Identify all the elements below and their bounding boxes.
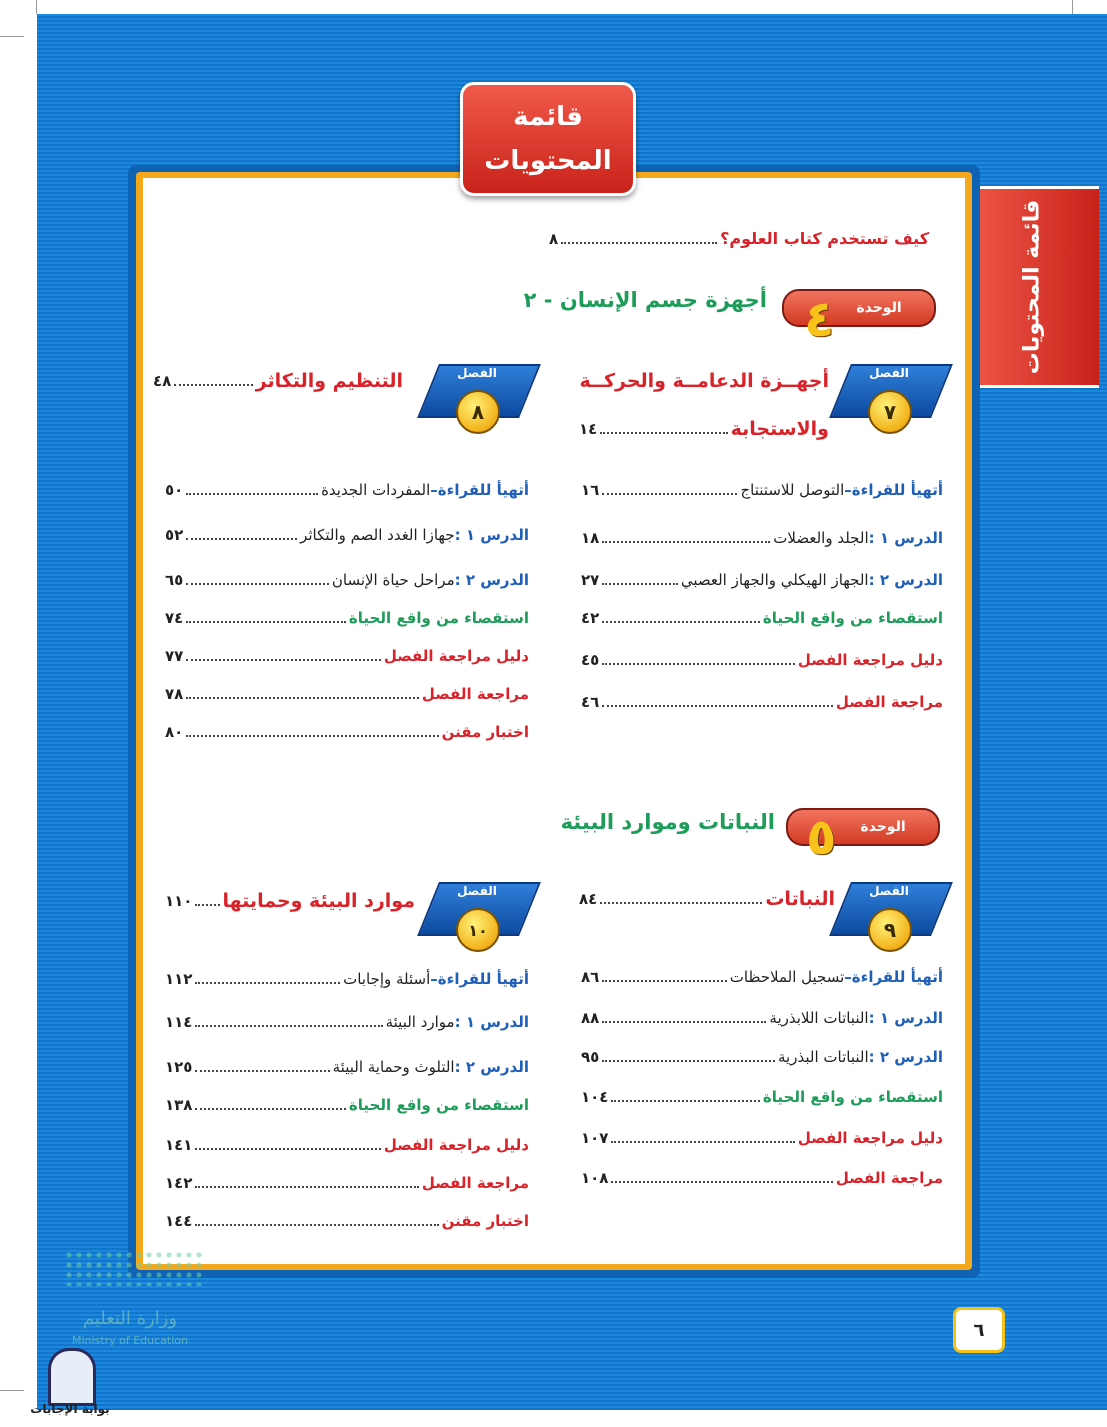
chapter-9-badge: [840, 882, 938, 940]
entry-text: تسجيل الملاحظات: [729, 968, 845, 986]
entry-lead: مراجعة الفصل: [835, 693, 943, 711]
portal-label: بوابة الإجابات: [30, 1402, 110, 1416]
entry-page: ١٢٥: [165, 1058, 193, 1076]
entry-lead: دليل مراجعة الفصل: [383, 1136, 529, 1154]
entry-page: ١٠٨: [581, 1169, 609, 1187]
leader-dots: [602, 663, 795, 665]
chapter-10-title-entry[interactable]: [165, 890, 415, 912]
chapter-7-badge: [840, 364, 938, 422]
intro-entry[interactable]: [549, 229, 929, 248]
entry-lead: استقصاء من واقع الحياة: [348, 609, 529, 627]
leader-dots: [602, 583, 678, 585]
entry-text: موارد البيئة: [385, 1013, 455, 1031]
toc-entry[interactable]: [165, 685, 529, 703]
crop-mark: [36, 0, 37, 14]
chapter-label: الفصل: [457, 884, 497, 898]
toc-entry[interactable]: [165, 609, 529, 627]
leader-dots: [174, 384, 252, 386]
leader-dots: [195, 982, 340, 984]
entry-page: ١٤٢: [165, 1174, 193, 1192]
entry-page: ١٠٤: [581, 1088, 609, 1106]
entry-page: ٢٧: [581, 571, 600, 589]
entry-text: التلوث وحماية البيئة: [332, 1058, 455, 1076]
toc-entry[interactable]: [165, 481, 529, 499]
toc-entry[interactable]: [165, 1058, 529, 1076]
entry-lead: دليل مراجعة الفصل: [797, 651, 943, 669]
chapter-label: الفصل: [869, 366, 909, 380]
unit-4-title: أجهزة جسم الإنسان - ٢: [523, 288, 767, 312]
leader-dots: [195, 1186, 418, 1188]
leader-dots: [602, 1021, 766, 1023]
toc-entry[interactable]: [581, 1009, 943, 1027]
leader-dots: [602, 1060, 775, 1062]
leader-dots: [602, 621, 760, 623]
entry-lead: استقصاء من واقع الحياة: [348, 1096, 529, 1114]
leader-dots: [186, 697, 419, 699]
entry-lead: الدرس ١ :: [868, 1009, 943, 1027]
entry-page: ٨٦: [581, 968, 600, 986]
leader-dots: [600, 432, 727, 434]
entry-page: ١٠٧: [581, 1129, 609, 1147]
entry-page: ١٣٨: [165, 1096, 193, 1114]
toc-entry[interactable]: [165, 1096, 529, 1114]
chapter-9-page: ٨٤: [579, 890, 598, 908]
ministry-name-ar: وزارة التعليم: [82, 1308, 178, 1329]
toc-entry[interactable]: [581, 968, 943, 986]
toc-entry[interactable]: [581, 1048, 943, 1066]
leader-dots: [611, 1100, 759, 1102]
leader-dots: [602, 980, 726, 982]
entry-page: ١١٤: [165, 1013, 193, 1031]
chapter-7-number: ٧: [868, 390, 912, 434]
ministry-logo-icon: [64, 1250, 204, 1286]
page-title: [460, 82, 636, 196]
entry-page: ٤٦: [581, 693, 600, 711]
chapter-8-number: ٨: [456, 390, 500, 434]
leader-dots: [195, 1224, 438, 1226]
leader-dots: [195, 1025, 382, 1027]
leader-dots: [602, 541, 770, 543]
toc-entry[interactable]: [165, 1174, 529, 1192]
chapter-7-title-line-1: أجهــزة الدعامــة والحركــة: [579, 370, 829, 392]
unit-5-title: النباتات وموارد البيئة: [560, 810, 775, 834]
chapter-label: الفصل: [869, 884, 909, 898]
entry-page: ٤٥: [581, 651, 600, 669]
leader-dots: [561, 242, 717, 244]
entry-text: المفردات الجديدة: [321, 481, 431, 499]
toc-entry[interactable]: [165, 1136, 529, 1154]
leader-dots: [611, 1181, 832, 1183]
intro-page: ٨: [549, 229, 559, 248]
toc-entry[interactable]: [581, 571, 943, 589]
entry-lead: استقصاء من واقع الحياة: [762, 609, 943, 627]
unit-5-label: الوحدة: [860, 819, 906, 835]
entry-lead: أتهيأ للقراءة–: [844, 968, 943, 986]
side-tab-label: قائمة المحتويات: [1019, 199, 1045, 375]
entry-page: ١٦: [581, 481, 600, 499]
entry-page: ٨٠: [165, 723, 184, 741]
toc-entry[interactable]: [581, 609, 943, 627]
chapter-7-title-entry[interactable]: [579, 418, 829, 440]
entry-text: النباتات البذرية: [778, 1048, 869, 1066]
entry-lead: الدرس ١ :: [454, 1013, 529, 1031]
title-line-1: قائمة: [513, 102, 583, 132]
leader-dots: [195, 1108, 345, 1110]
toc-entry[interactable]: [165, 526, 529, 544]
entry-page: ٩٥: [581, 1048, 600, 1066]
leader-dots: [186, 538, 297, 540]
toc-entry[interactable]: [581, 693, 943, 711]
unit-5-number: ٥: [806, 808, 837, 866]
entry-page: ٧٨: [165, 685, 184, 703]
entry-lead: اختبار مقنن: [441, 1212, 529, 1230]
entry-lead: اختبار مقنن: [441, 723, 529, 741]
toc-entry[interactable]: [581, 1088, 943, 1106]
chapter-10-number: ١٠: [456, 908, 500, 952]
entry-lead: الدرس ١ :: [454, 526, 529, 544]
entry-text: الجلد والعضلات: [773, 529, 869, 547]
leader-dots: [611, 1141, 794, 1143]
entry-page: ٥٢: [165, 526, 184, 544]
toc-entry[interactable]: [165, 647, 529, 665]
leader-dots: [602, 705, 833, 707]
entry-lead: الدرس ٢ :: [454, 571, 529, 589]
toc-entry[interactable]: [165, 571, 529, 589]
side-tab: [962, 186, 1099, 388]
leader-dots: [600, 902, 762, 904]
chapter-8-badge: [428, 364, 526, 422]
chapter-9-title: النباتات: [765, 888, 835, 910]
entry-page: ٤٢: [581, 609, 600, 627]
toc-entry[interactable]: [165, 1013, 529, 1031]
chapter-9-title-entry[interactable]: [579, 888, 835, 910]
entry-page: ١٨: [581, 529, 600, 547]
entry-lead: الدرس ٢ :: [454, 1058, 529, 1076]
toc-entry[interactable]: [165, 970, 529, 988]
chapter-10-title: موارد البيئة وحمايتها: [222, 890, 415, 912]
chapter-10-page: ١١٠: [165, 892, 193, 910]
entry-lead: الدرس ٢ :: [868, 1048, 943, 1066]
entry-page: ١٤١: [165, 1136, 193, 1154]
unit-4-label: الوحدة: [856, 300, 902, 316]
chapter-7-page: ١٤: [579, 420, 598, 438]
entry-page: ٧٤: [165, 609, 184, 627]
entry-page: ٥٠: [165, 481, 184, 499]
chapter-8-title-entry[interactable]: [153, 370, 403, 392]
entry-page: ١٤٤: [165, 1212, 193, 1230]
entry-lead: أتهيأ للقراءة–: [844, 481, 943, 499]
entry-lead: أتهيأ للقراءة–: [430, 481, 529, 499]
ministry-name-en: Ministry of Education: [71, 1334, 188, 1347]
entry-lead: دليل مراجعة الفصل: [383, 647, 529, 665]
crop-mark: [1072, 0, 1073, 14]
chapter-10-badge: [428, 882, 526, 940]
title-line-2: المحتويات: [484, 146, 612, 176]
toc-entry[interactable]: [165, 1212, 529, 1230]
leader-dots: [186, 583, 329, 585]
toc-entry[interactable]: [581, 481, 943, 499]
entry-lead: مراجعة الفصل: [835, 1169, 943, 1187]
chapter-8-page: ٤٨: [153, 372, 172, 390]
entry-page: ١١٢: [165, 970, 193, 988]
entry-lead: الدرس ١ :: [868, 529, 943, 547]
entry-lead: مراجعة الفصل: [421, 685, 529, 703]
chapter-7-title-line-2: والاستجابة: [730, 418, 829, 440]
answers-portal-logo: [30, 1348, 110, 1422]
entry-lead: الدرس ٢ :: [868, 571, 943, 589]
unit-4-number: ٤: [804, 290, 835, 348]
leader-dots: [195, 1070, 329, 1072]
entry-page: ٧٧: [165, 647, 184, 665]
page-number: ٦: [953, 1307, 1005, 1353]
crop-mark: [0, 1390, 24, 1391]
entry-lead: استقصاء من واقع الحياة: [762, 1088, 943, 1106]
intro-label: كيف تستخدم كتاب العلوم؟: [720, 229, 929, 248]
entry-lead: مراجعة الفصل: [421, 1174, 529, 1192]
leader-dots: [186, 735, 438, 737]
leader-dots: [186, 621, 346, 623]
entry-page: ٨٨: [581, 1009, 600, 1027]
entry-text: جهازا الغدد الصم والتكاثر: [300, 526, 455, 544]
toc-entry[interactable]: [581, 651, 943, 669]
chapter-9-number: ٩: [868, 908, 912, 952]
entry-page: ٦٥: [165, 571, 184, 589]
entry-text: التوصل للاستنتاج: [740, 481, 845, 499]
entry-lead: دليل مراجعة الفصل: [797, 1129, 943, 1147]
toc-entry[interactable]: [581, 1129, 943, 1147]
leader-dots: [195, 904, 219, 906]
portal-arch-icon: [48, 1348, 96, 1406]
leader-dots: [186, 493, 318, 495]
leader-dots: [195, 1148, 380, 1150]
entry-text: الجهاز الهيكلي والجهاز العصبي: [680, 571, 869, 589]
entry-text: مراحل حياة الإنسان: [331, 571, 455, 589]
toc-entry[interactable]: [581, 529, 943, 547]
crop-mark: [0, 36, 24, 37]
entry-text: النباتات اللابذرية: [769, 1009, 869, 1027]
toc-entry[interactable]: [581, 1169, 943, 1187]
toc-entry[interactable]: [165, 723, 529, 741]
leader-dots: [186, 659, 381, 661]
entry-lead: أتهيأ للقراءة–: [430, 970, 529, 988]
entry-text: أسئلة وإجابات: [343, 970, 431, 988]
chapter-label: الفصل: [457, 366, 497, 380]
chapter-8-title: التنظيم والتكاثر: [255, 370, 403, 392]
leader-dots: [602, 493, 737, 495]
